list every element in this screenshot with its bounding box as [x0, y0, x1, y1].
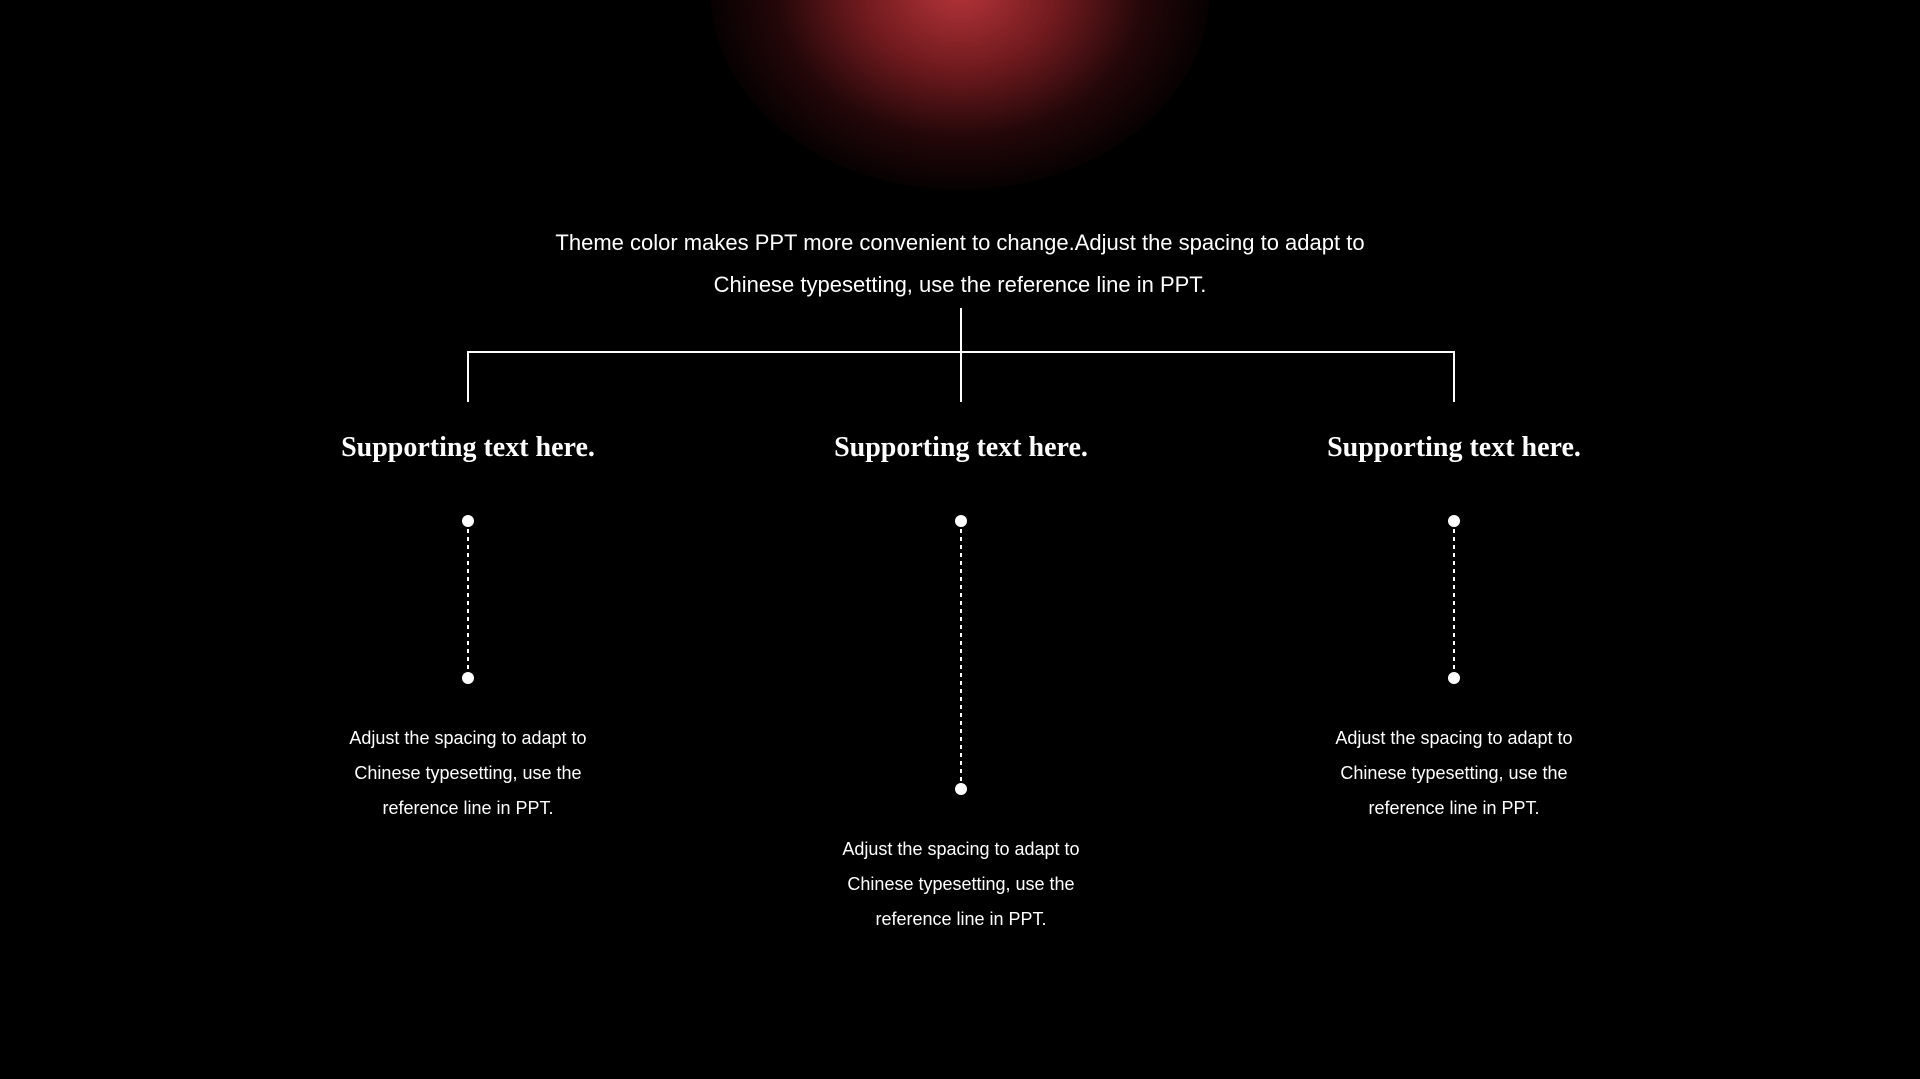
column-description-left: Adjust the spacing to adapt to Chinese typesetting, use the reference line in PPT.	[349, 728, 587, 818]
column-title-middle: Supporting text here.	[834, 432, 1088, 463]
connector-dot-middle-bottom	[955, 783, 967, 795]
connector-dot-left-bottom	[462, 672, 474, 684]
intro-text: Theme color makes PPT more convenient to change.Adjust the spacing to adapt to Chinese typesetting, use the reference line in PPT.	[555, 230, 1365, 297]
column-description-middle: Adjust the spacing to adapt to Chinese typesetting, use the reference line in PPT.	[842, 839, 1080, 929]
column-description-right: Adjust the spacing to adapt to Chinese typesetting, use the reference line in PPT.	[1335, 728, 1573, 818]
column-title-right: Supporting text here.	[1327, 432, 1581, 463]
connector-dot-middle-top	[955, 515, 967, 527]
column-title-left: Supporting text here.	[341, 432, 595, 463]
connector-dot-left-top	[462, 515, 474, 527]
connector-dot-right-bottom	[1448, 672, 1460, 684]
connector-dot-right-top	[1448, 515, 1460, 527]
